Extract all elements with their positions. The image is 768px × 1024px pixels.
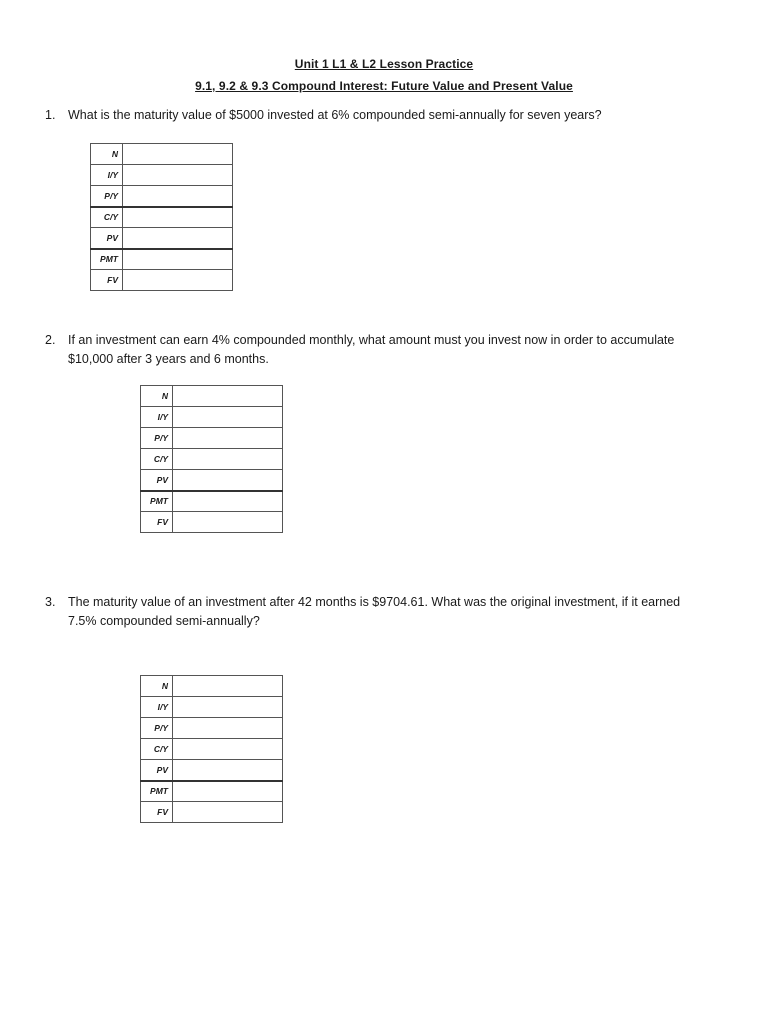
tvm-label: PV — [141, 760, 173, 781]
question-text: What is the maturity value of $5000 invested at 6% compounded semi-annually for seven years? — [68, 108, 602, 122]
tvm-label: P/Y — [141, 718, 173, 739]
tvm-value-cell[interactable] — [173, 512, 283, 533]
tvm-value-cell[interactable] — [173, 760, 283, 781]
tvm-label: PMT — [141, 491, 173, 512]
tvm-value-cell[interactable] — [123, 207, 233, 228]
tvm-value-cell[interactable] — [123, 249, 233, 270]
tvm-value-cell[interactable] — [173, 781, 283, 802]
tvm-label: PMT — [91, 249, 123, 270]
tvm-value-cell[interactable] — [173, 697, 283, 718]
tvm-label: FV — [91, 270, 123, 291]
tvm-label: N — [141, 386, 173, 407]
tvm-value-cell[interactable] — [173, 428, 283, 449]
tvm-label: C/Y — [141, 739, 173, 760]
tvm-value-cell[interactable] — [173, 449, 283, 470]
tvm-label: FV — [141, 512, 173, 533]
worksheet-subtitle: 9.1, 9.2 & 9.3 Compound Interest: Future Value and Present Value — [195, 79, 573, 93]
tvm-value-cell[interactable] — [173, 739, 283, 760]
tvm-value-cell[interactable] — [123, 228, 233, 249]
tvm-label: N — [141, 676, 173, 697]
tvm-label: P/Y — [91, 186, 123, 207]
question-text: If an investment can earn 4% compounded monthly, what amount must you invest now in order to accumulate $10,000 after 3 years and 6 months. — [68, 333, 675, 366]
question-number: 1. — [45, 108, 56, 122]
tvm-table-1 — [90, 143, 233, 291]
question-number: 3. — [45, 595, 56, 609]
question-text: The maturity value of an investment after 42 months is $9704.61. What was the original investment, if it earned 7.5% compounded semi-annually? — [68, 595, 681, 628]
tvm-value-cell[interactable] — [123, 144, 233, 165]
tvm-label: I/Y — [141, 697, 173, 718]
tvm-label: PV — [91, 228, 123, 249]
tvm-value-cell[interactable] — [173, 470, 283, 491]
worksheet-title: Unit 1 L1 & L2 Lesson Practice — [294, 57, 474, 71]
tvm-table-2 — [140, 385, 283, 533]
tvm-label: C/Y — [141, 449, 173, 470]
tvm-label: I/Y — [141, 407, 173, 428]
tvm-value-cell[interactable] — [173, 676, 283, 697]
tvm-value-cell[interactable] — [123, 165, 233, 186]
tvm-label: FV — [141, 802, 173, 823]
tvm-value-cell[interactable] — [173, 491, 283, 512]
tvm-label: C/Y — [91, 207, 123, 228]
tvm-value-cell[interactable] — [173, 718, 283, 739]
tvm-label: PV — [141, 470, 173, 491]
tvm-label: N — [91, 144, 123, 165]
tvm-label: P/Y — [141, 428, 173, 449]
tvm-label: I/Y — [91, 165, 123, 186]
tvm-value-cell[interactable] — [173, 407, 283, 428]
tvm-label: PMT — [141, 781, 173, 802]
tvm-value-cell[interactable] — [173, 386, 283, 407]
tvm-value-cell[interactable] — [173, 802, 283, 823]
tvm-table-3 — [140, 675, 283, 823]
tvm-value-cell[interactable] — [123, 270, 233, 291]
tvm-value-cell[interactable] — [123, 186, 233, 207]
question-number: 2. — [45, 333, 56, 347]
